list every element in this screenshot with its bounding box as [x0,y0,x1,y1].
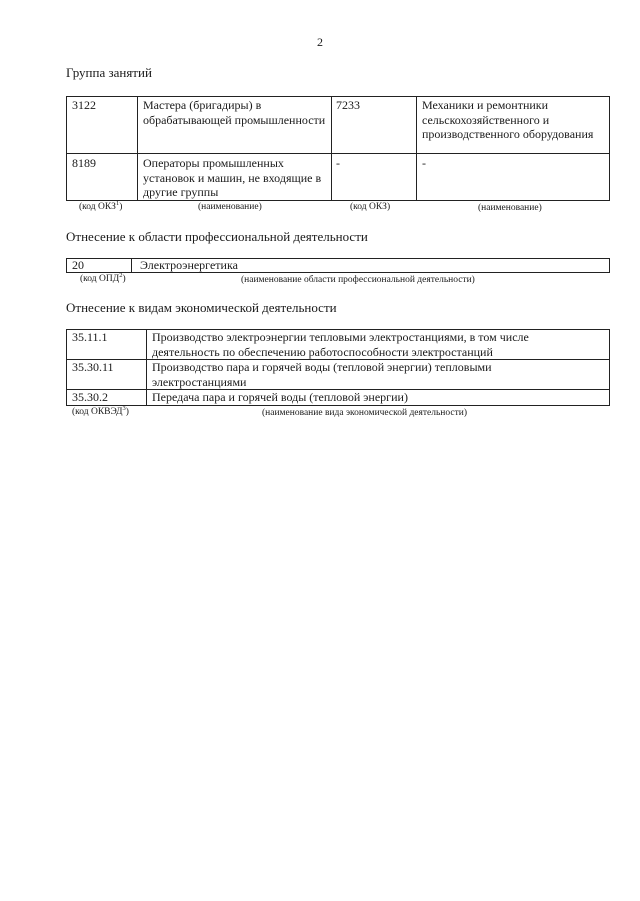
okved-code-caption: (код ОКВЭД$^3$) [72,404,129,417]
opd-name-cell: Электроэнергетика [140,258,238,272]
okved-code-cell: 35.11.1 [72,330,108,344]
economic-activity-heading: Отнесение к видам экономической деятельности [66,300,337,315]
okved-code-cell: 35.30.11 [72,360,114,374]
okz-name-cell: Мастера (бригадиры) в обрабатывающей промышленности [143,98,326,127]
okz-code-cell: 7233 [336,98,360,112]
okz-code-cell: 3122 [72,98,96,112]
okz-code-caption: (код ОКЗ) [350,202,391,212]
okz-code-cell: 8189 [72,156,96,170]
occupation-group-heading: Группа занятий [66,65,152,80]
okz-name-cell: - [422,156,426,170]
okved-name-cell: Производство электроэнергии тепловыми электростанциями, в том числе деятельность по обеспечению работоспособности электростанций [152,330,529,359]
page-number: 2 [317,35,323,49]
okved-name-cell: Производство пара и горячей воды (тепловой энергии) тепловыми электростанциями [152,360,492,389]
opd-code-caption: (код ОПД$^2$) [80,271,126,284]
okz-name-caption: (наименование) [478,203,542,213]
opd-code-cell: 20 [72,258,84,272]
okved-code-cell: 35.30.2 [72,390,108,404]
okz-name-caption: (наименование) [198,202,262,212]
okved-name-cell: Передача пара и горячей воды (тепловой энергии) [152,390,408,404]
okved-name-caption: (наименование вида экономической деятельности) [262,408,467,418]
professional-area-heading: Отнесение к области профессиональной деятельности [66,229,368,244]
okz-name-cell: Механики и ремонтники сельскохозяйственного и производственного оборудования [422,98,594,141]
opd-name-caption: (наименование области профессиональной деятельности) [241,275,475,285]
okz-name-cell: Операторы промышленных установок и машин, не входящие в другие группы [143,156,322,199]
okz-code-caption: (код ОКЗ$^1$) [79,199,123,212]
okz-code-cell: - [336,156,340,170]
